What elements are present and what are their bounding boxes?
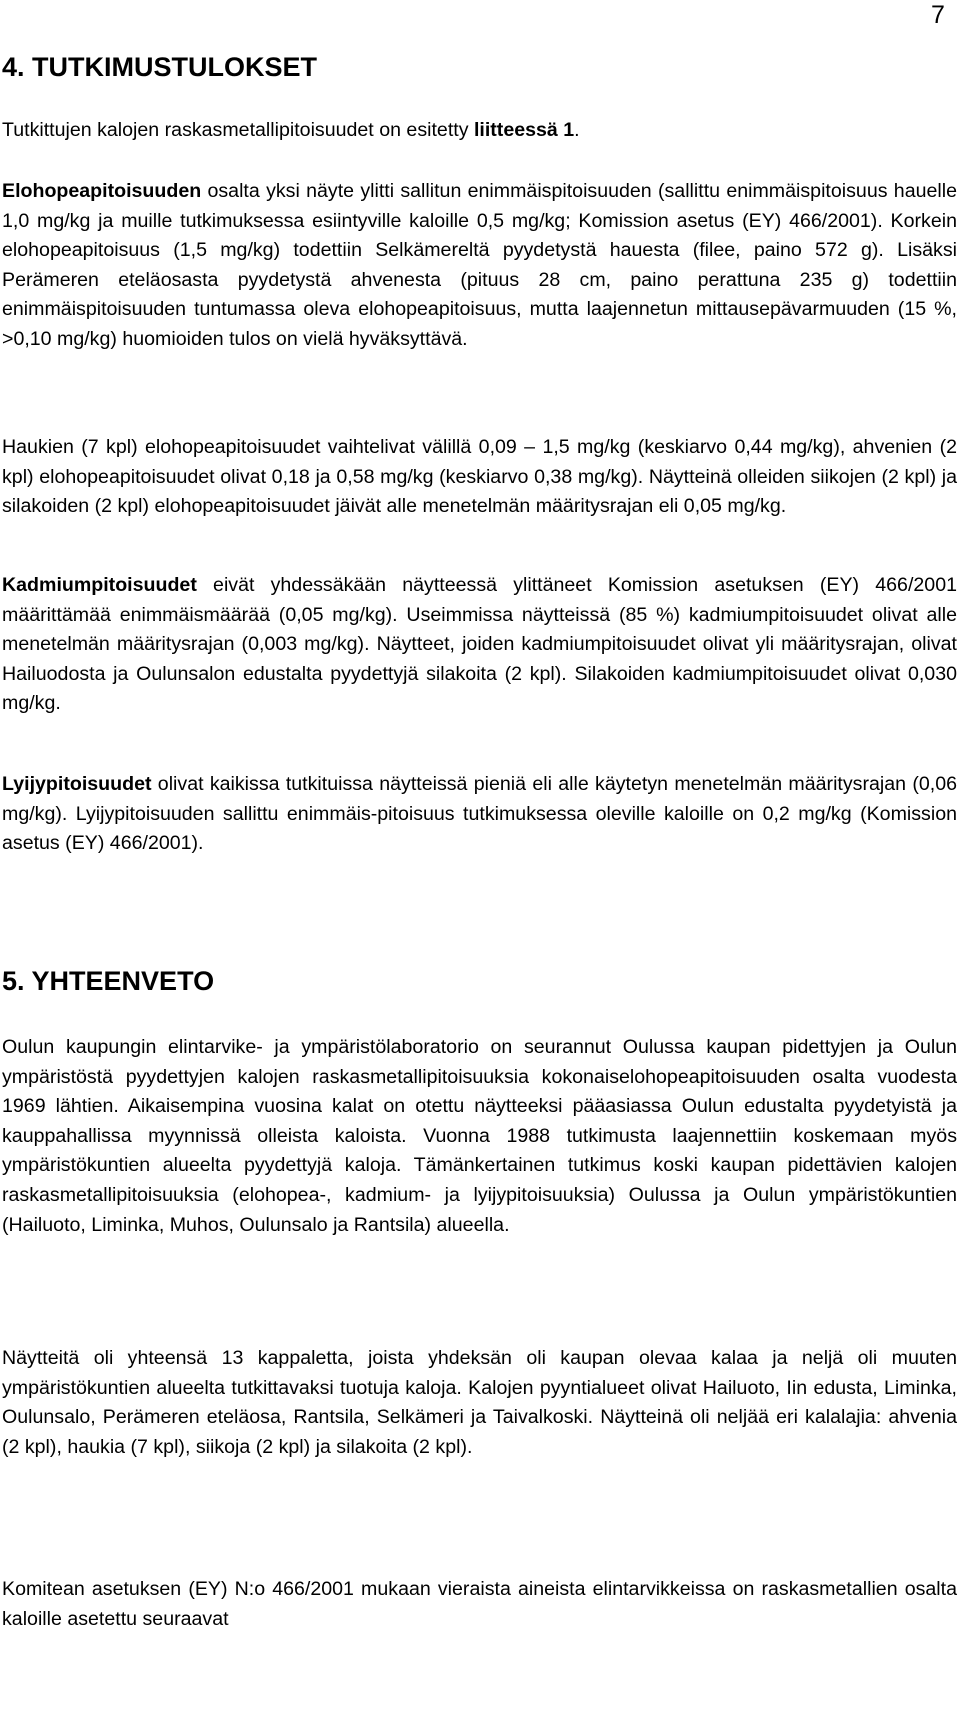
cadmium-term: Kadmiumpitoisuudet [2, 574, 197, 596]
lead-text: olivat kaikissa tutkituissa näytteissä pieniä eli alle käytetyn menetelmän määritysrajan (0,06 mg/kg). Lyijypitoisuuden sallittu enimmäis-pitoisuus tutkimuksessa oleville kaloille on 0,2 mg/kg (Komission asetus (EY) 466/2001). [2, 773, 957, 855]
mercury-term: Elohopeapitoisuuden [2, 180, 202, 202]
pike-paragraph: Haukien (7 kpl) elohopeapitoisuudet vaihtelivat välillä 0,09 – 1,5 mg/kg (keskiarvo 0,44 mg/kg), ahvenien (2 kpl) elohopeapitoisuudet olivat 0,18 ja 0,58 mg/kg (keskiarvo 0,38 mg/kg). Näytteinä olleiden siikojen (2 kpl) ja silakoiden (2 kpl) elohopeapitoisuudet jäivät alle menetelmän määritysrajan eli 0,05 mg/kg. [2, 436, 957, 518]
intro-text: Tutkittujen kalojen raskasmetallipitoisuudet on esitetty [2, 119, 474, 141]
cadmium-paragraph [2, 571, 957, 719]
appendix-reference: liitteessä 1 [473, 119, 575, 141]
summary-paragraph-2: Näytteitä oli yhteensä 13 kappaletta, joista yhdeksän oli kaupan olevaa kalaa ja neljä oli muuten ympäristökuntien alueelta tutkittavaksi tuotuja kaloja. Kalojen pyyntialueet olivat Hailuoto, Iin edusta, Liminka, Oulunsalo, Perämeren eteläosa, Rantsila, Selkämeri ja Taivalkoski. Näytteinä oli neljää eri kalalajia: ahvenia (2 kpl), haukia (7 kpl), siikoja (2 kpl) ja silakoita (2 kpl). [2, 1347, 957, 1458]
mercury-paragraph [2, 177, 957, 355]
intro-paragraph [2, 116, 957, 146]
intro-end: . [574, 119, 580, 141]
page-number: 7 [931, 1, 945, 29]
summary-paragraph-3: Komitean asetuksen (EY) N:o 466/2001 mukaan vieraista aineista elintarvikkeissa on raskasmetallien osalta kaloille asetettu seuraavat [2, 1578, 957, 1630]
lead-paragraph [2, 770, 957, 859]
lead-term: Lyijypitoisuudet [2, 773, 152, 795]
section-4-heading: 4. TUTKIMUSTULOKSET [2, 52, 317, 82]
section-5-heading: 5. YHTEENVETO [2, 966, 215, 996]
mercury-text: osalta yksi näyte ylitti sallitun enimmäispitoisuuden (sallittu enimmäispitoisuus hauelle 1,0 mg/kg ja muille tutkimuksessa esiintyville kaloille 0,5 mg/kg; Komission asetus (EY) 466/2001). Korkein elohopeapitoisuus (1,5 mg/kg) todettiin Selkämereltä pyydetystä hauesta (filee, paino 572 g). Lisäksi Perämeren eteläosasta pyydetystä ahvenesta (pituus 28 cm, paino perattuna 235 g) todettiin enimmäispitoisuuden tuntumassa oleva elohopeapitoisuus, mutta laajennetun mittausepävarmuuden (15 %, >0,10 mg/kg) huomioiden tulos on vielä hyväksyttävä. [2, 180, 957, 350]
summary-paragraph-1: Oulun kaupungin elintarvike- ja ympäristölaboratorio on seurannut Oulussa kaupan pidettyjen ja Oulun ympäristöstä pyydettyjen kalojen raskasmetallipitoisuuksia kokonaiselohopeapitoisuuden osalta vuodesta 1969 lähtien. Aikaisempina vuosina kalat on otettu näytteeksi pääasiassa Oulun edustalta pyydetyistä ja kauppahallissa myynnissä olleista kaloista. Vuonna 1988 tutkimusta laajennettiin koskemaan myös ympäristökuntien alueelta pyydettyjä kaloja. Tämänkertainen tutkimus koski kaupan pidettävien kalojen raskasmetallipitoisuuksia (elohopea-, kadmium- ja lyijypitoisuuksia) Oulussa ja Oulun ympäristökuntien (Hailuoto, Liminka, Muhos, Oulunsalo ja Rantsila) alueella. [2, 1036, 957, 1236]
cadmium-text: eivät yhdessäkään näytteessä ylittäneet Komission asetuksen (EY) 466/2001 määrittämää enimmäismäärää (0,05 mg/kg). Useimmissa näytteissä (85 %) kadmiumpitoisuudet olivat alle menetelmän määritysrajan (0,003 mg/kg). Näytteet, joiden kadmiumpitoisuudet olivat yli määritysrajan, olivat Hailuodosta ja Oulunsalon edustalta pyydettyjä silakoita (2 kpl). Silakoiden kadmiumpitoisuudet olivat 0,030 mg/kg. [2, 574, 957, 715]
